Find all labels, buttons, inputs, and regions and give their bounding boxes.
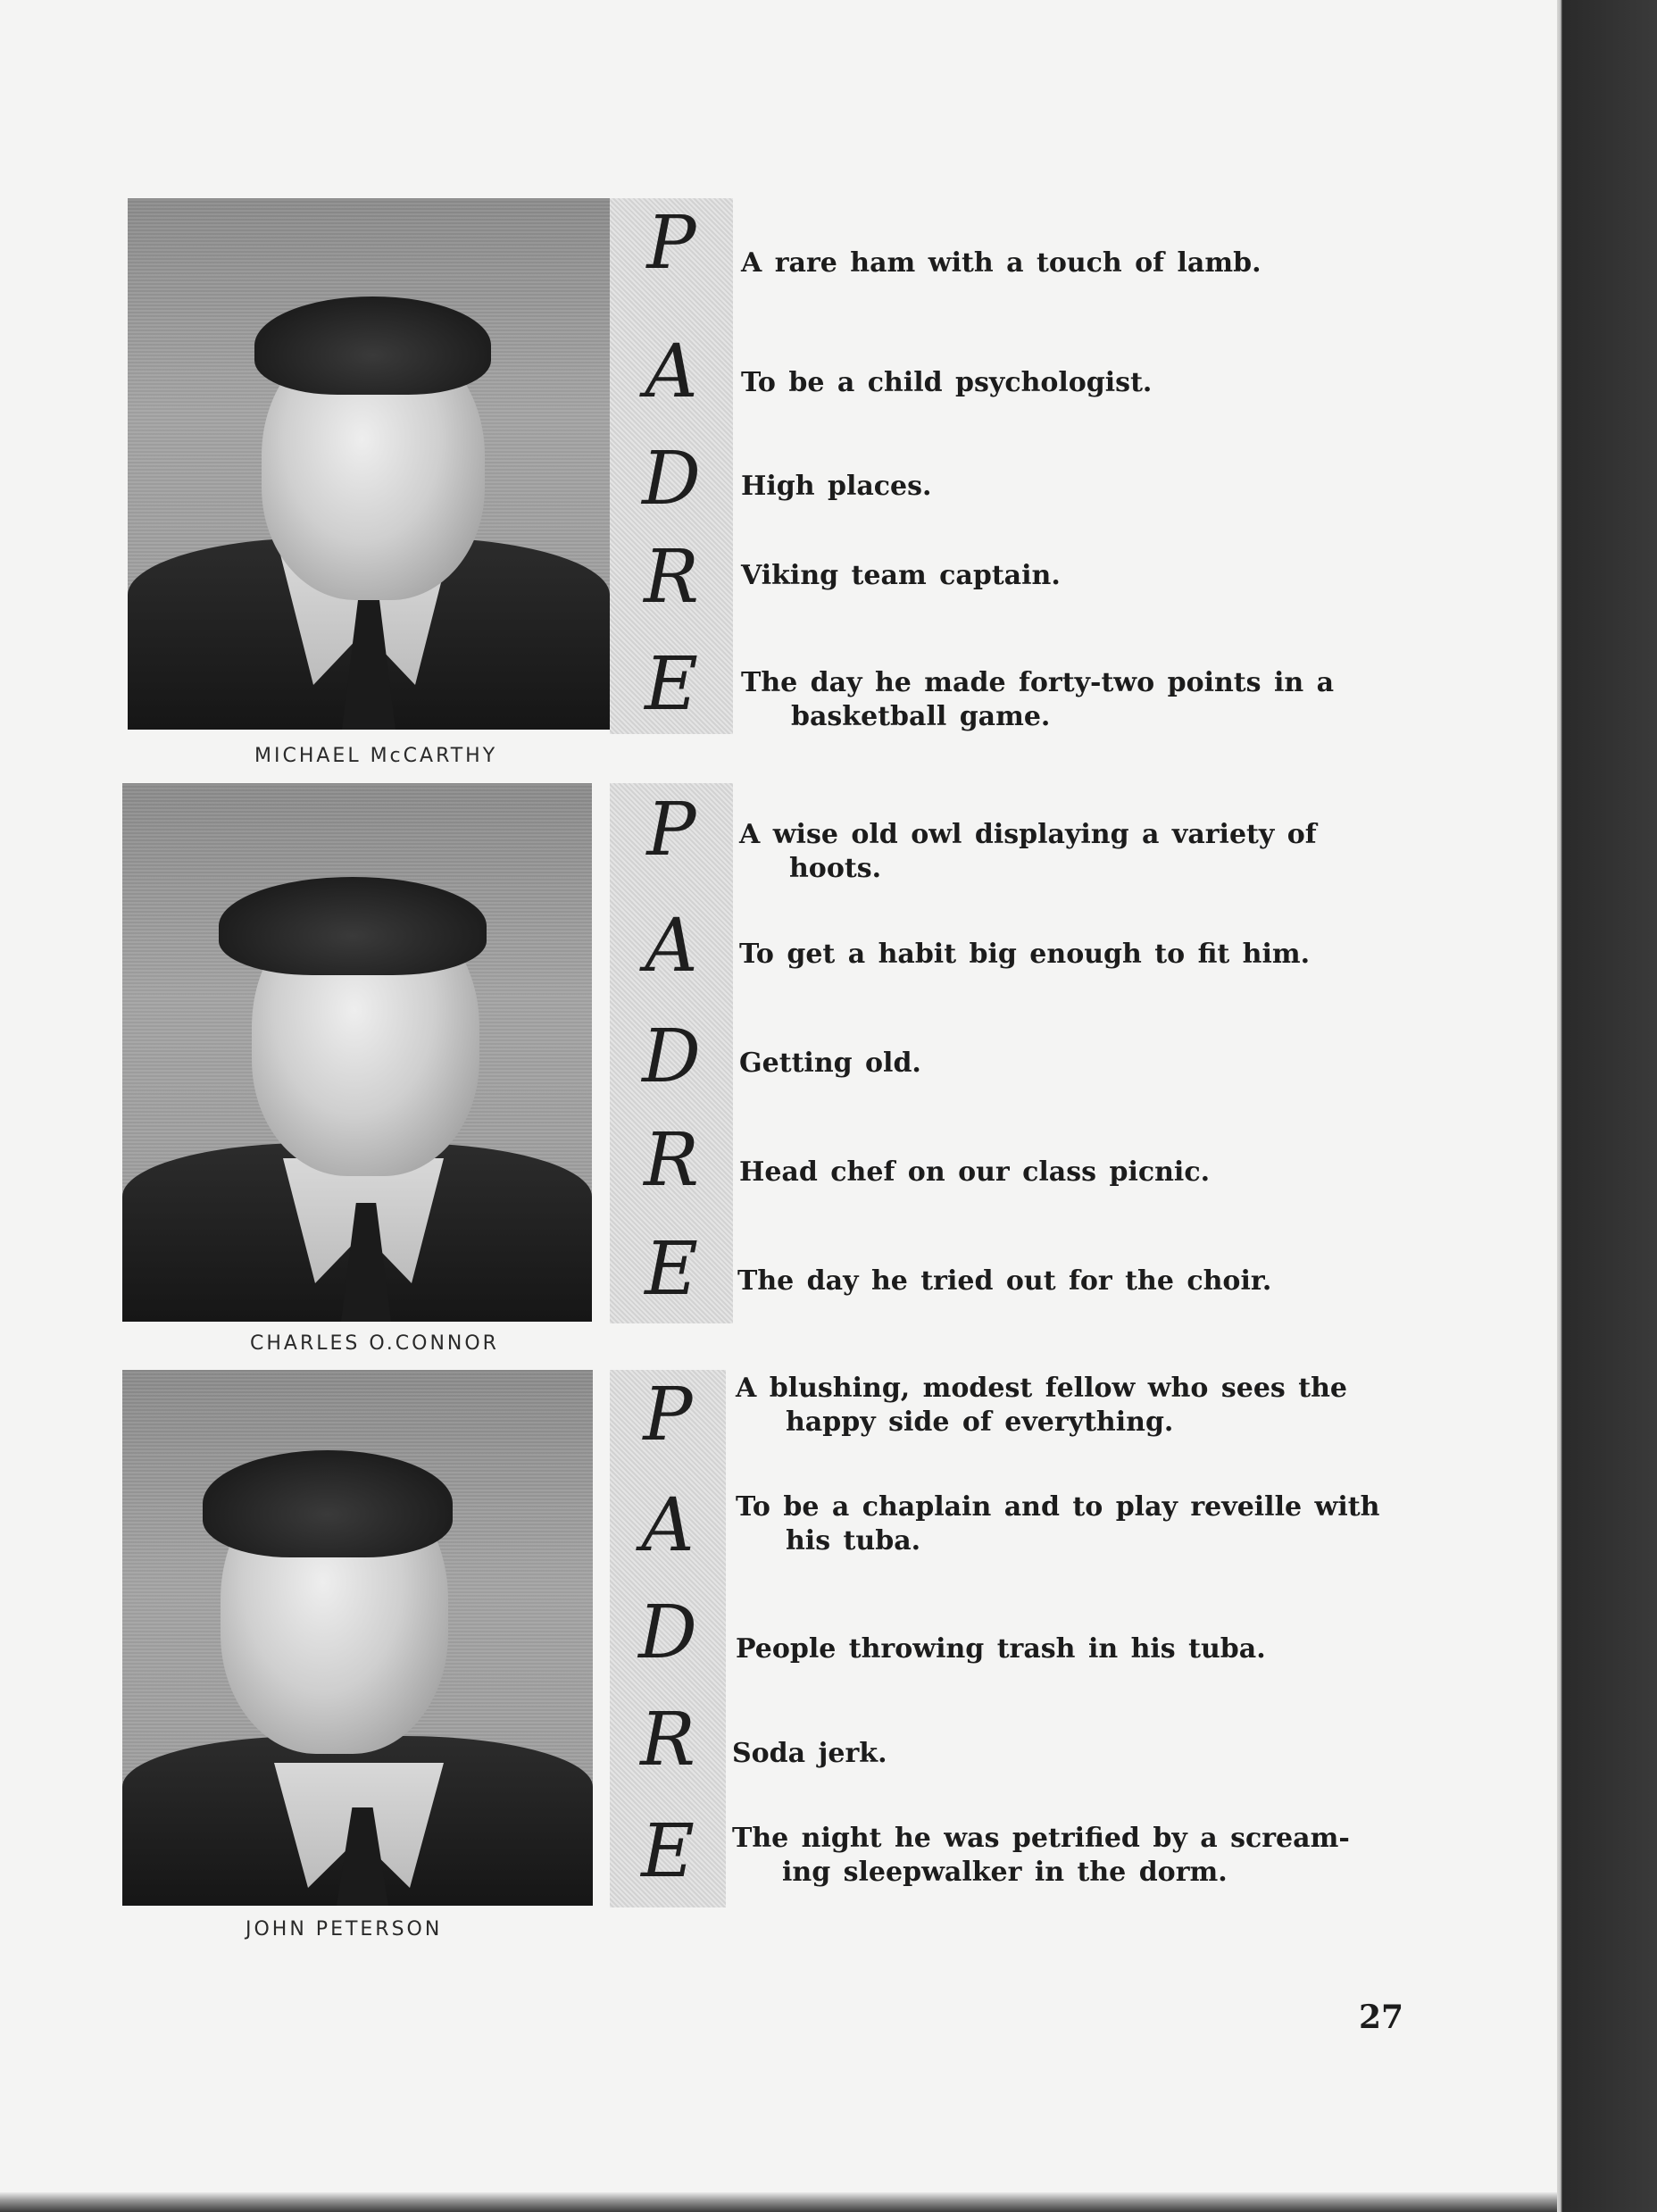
profile-entry xyxy=(741,666,1437,734)
entry-continuation: basketball game. xyxy=(791,701,1051,732)
entry-continuation: ing sleepwalker in the dorm. xyxy=(782,1857,1228,1888)
profile-entry xyxy=(741,246,1420,280)
padre-letter-strip xyxy=(610,783,733,1323)
entry-line: Head chef on our class picnic. xyxy=(739,1156,1211,1188)
profile-entry xyxy=(737,1265,1416,1298)
entry-line: A wise old owl displaying a variety of xyxy=(739,819,1317,850)
entry-line: Viking team captain. xyxy=(741,560,1061,591)
entry-line: Getting old. xyxy=(739,1048,921,1079)
entry-line: A blushing, modest fellow who sees the xyxy=(736,1373,1347,1404)
entry-line: To be a chaplain and to play reveille with xyxy=(736,1491,1380,1523)
profile-entry xyxy=(736,1632,1414,1666)
page-bottom-edge xyxy=(0,2192,1557,2212)
entry-line: The day he made forty-two points in a xyxy=(741,667,1335,698)
page-edge-shadow xyxy=(1557,0,1657,2212)
strip-letter: D xyxy=(642,1014,701,1099)
padre-letter-strip xyxy=(610,1370,726,1907)
strip-letter: R xyxy=(644,535,699,620)
profile-entry xyxy=(739,1156,1418,1189)
entry-continuation: happy side of everything. xyxy=(786,1406,1174,1438)
entry-line: A rare ham with a touch of lamb. xyxy=(741,247,1261,279)
strip-letter: E xyxy=(641,1809,695,1894)
strip-letter: A xyxy=(645,904,698,989)
profile-entry xyxy=(739,818,1436,886)
entry-line: Soda jerk. xyxy=(732,1738,887,1769)
padre-letter-strip xyxy=(610,198,733,734)
entry-line: The day he tried out for the choir. xyxy=(737,1265,1272,1297)
strip-letter: A xyxy=(641,1483,695,1568)
profile-entry xyxy=(736,1372,1432,1440)
strip-letter: E xyxy=(645,1227,698,1312)
strip-letter: R xyxy=(644,1118,699,1203)
portrait-photo xyxy=(122,1370,593,1906)
strip-letter: D xyxy=(642,437,701,522)
profile-name: CHARLES O.CONNOR xyxy=(250,1332,499,1355)
profile-entry xyxy=(739,1047,1418,1081)
profile-entry xyxy=(732,1822,1437,1890)
profile-entry xyxy=(736,1490,1441,1558)
strip-letter: D xyxy=(638,1590,697,1675)
entry-line: The night he was petrified by a scream- xyxy=(732,1823,1350,1854)
hair xyxy=(219,877,487,975)
entry-continuation: hoots. xyxy=(789,853,882,884)
profile-name: JOHN PETERSON xyxy=(246,1918,443,1941)
strip-letter: P xyxy=(643,1373,693,1457)
hair xyxy=(203,1450,453,1557)
profile-entry xyxy=(741,366,1420,400)
strip-letter: E xyxy=(645,642,698,727)
strip-letter: P xyxy=(646,788,696,872)
profile-entry xyxy=(732,1737,1411,1771)
portrait-photo xyxy=(128,198,610,730)
profile-entry xyxy=(741,470,1420,504)
strip-letter: A xyxy=(645,330,698,414)
entry-line: People throwing trash in his tuba. xyxy=(736,1633,1266,1665)
strip-letter: R xyxy=(640,1698,695,1782)
profile-entry xyxy=(741,559,1420,593)
hair xyxy=(254,296,491,395)
portrait-photo xyxy=(122,783,592,1322)
entry-line: To get a habit big enough to fit him. xyxy=(739,939,1311,970)
profile-entry xyxy=(739,938,1436,972)
strip-letter: P xyxy=(646,201,696,286)
entry-continuation: his tuba. xyxy=(786,1525,921,1557)
profile-name: MICHAEL McCARTHY xyxy=(254,745,498,767)
entry-line: High places. xyxy=(741,471,932,502)
entry-line: To be a child psychologist. xyxy=(741,367,1153,398)
page-number: 27 xyxy=(1359,1999,1404,2036)
